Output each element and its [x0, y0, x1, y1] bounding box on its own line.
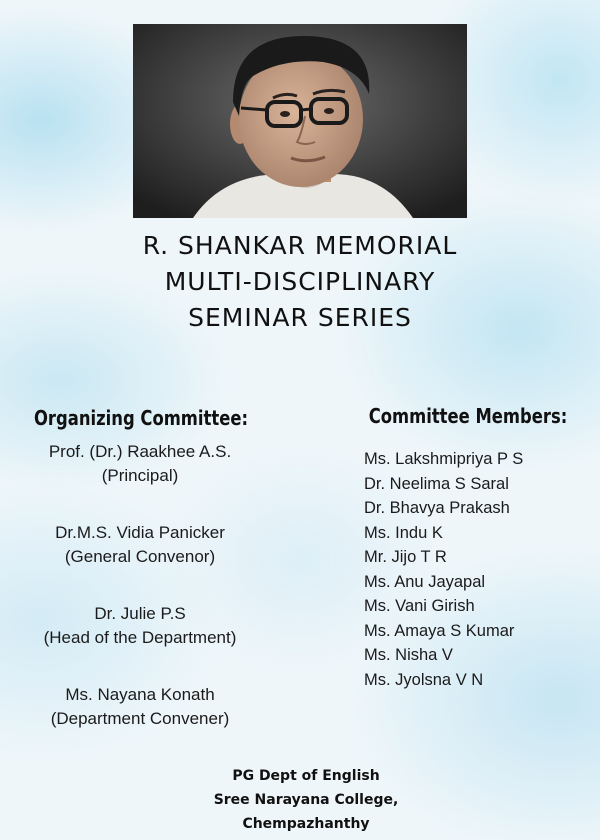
committee-members-heading: Committee Members: — [368, 404, 568, 428]
organizing-entry — [0, 683, 280, 731]
footer-department: PG Dept of English — [232, 768, 380, 784]
title-line-1: R. SHANKAR MEMORIAL — [142, 231, 458, 260]
member-name: Ms. Anu Jayapal — [364, 572, 486, 591]
organizing-entry-name: Ms. Nayana Konath — [65, 685, 215, 704]
member-name: Ms. Vani Girish — [364, 597, 475, 615]
seminar-title — [0, 228, 600, 336]
organizing-entry-name: Dr.M.S. Vidia Panicker — [55, 523, 225, 542]
committee-members-list — [364, 447, 523, 692]
member-name: Ms. Amaya S Kumar — [364, 621, 515, 640]
member-name: Dr. Bhavya Prakash — [364, 499, 510, 517]
organizing-committee-list — [0, 440, 280, 764]
organizing-entry-role: (Principal) — [101, 466, 179, 485]
portrait-illustration — [133, 24, 467, 218]
member-name: Ms. Lakshmipriya P S — [364, 450, 524, 468]
footer-institution — [0, 764, 600, 836]
member-name: Ms. Indu K — [364, 523, 443, 542]
footer-location: Chempazhanthy — [242, 816, 370, 832]
organizing-entry-name: Prof. (Dr.) Raakhee A.S. — [48, 442, 232, 461]
member-name: Dr. Neelima S Saral — [364, 474, 509, 493]
organizing-entry — [0, 440, 280, 488]
organizing-committee-heading: Organizing Committee: — [33, 406, 249, 430]
member-name: Mr. Jijo T R — [364, 548, 447, 566]
organizing-entry — [0, 521, 280, 569]
organizing-entry — [0, 602, 280, 650]
member-name: Ms. Jyolsna V N — [364, 670, 484, 689]
organizing-entry-name: Dr. Julie P.S — [94, 604, 186, 623]
footer-college: Sree Narayana College, — [213, 792, 399, 808]
organizing-entry-role: (Head of the Department) — [43, 628, 237, 647]
title-line-3: SEMINAR SERIES — [188, 303, 412, 332]
organizing-entry-role: (General Convenor) — [64, 547, 216, 566]
member-name: Ms. Nisha V — [364, 646, 453, 664]
organizing-entry-role: (Department Convener) — [50, 709, 230, 728]
portrait-photo — [133, 24, 467, 218]
title-line-2: MULTI-DISCIPLINARY — [164, 267, 436, 296]
